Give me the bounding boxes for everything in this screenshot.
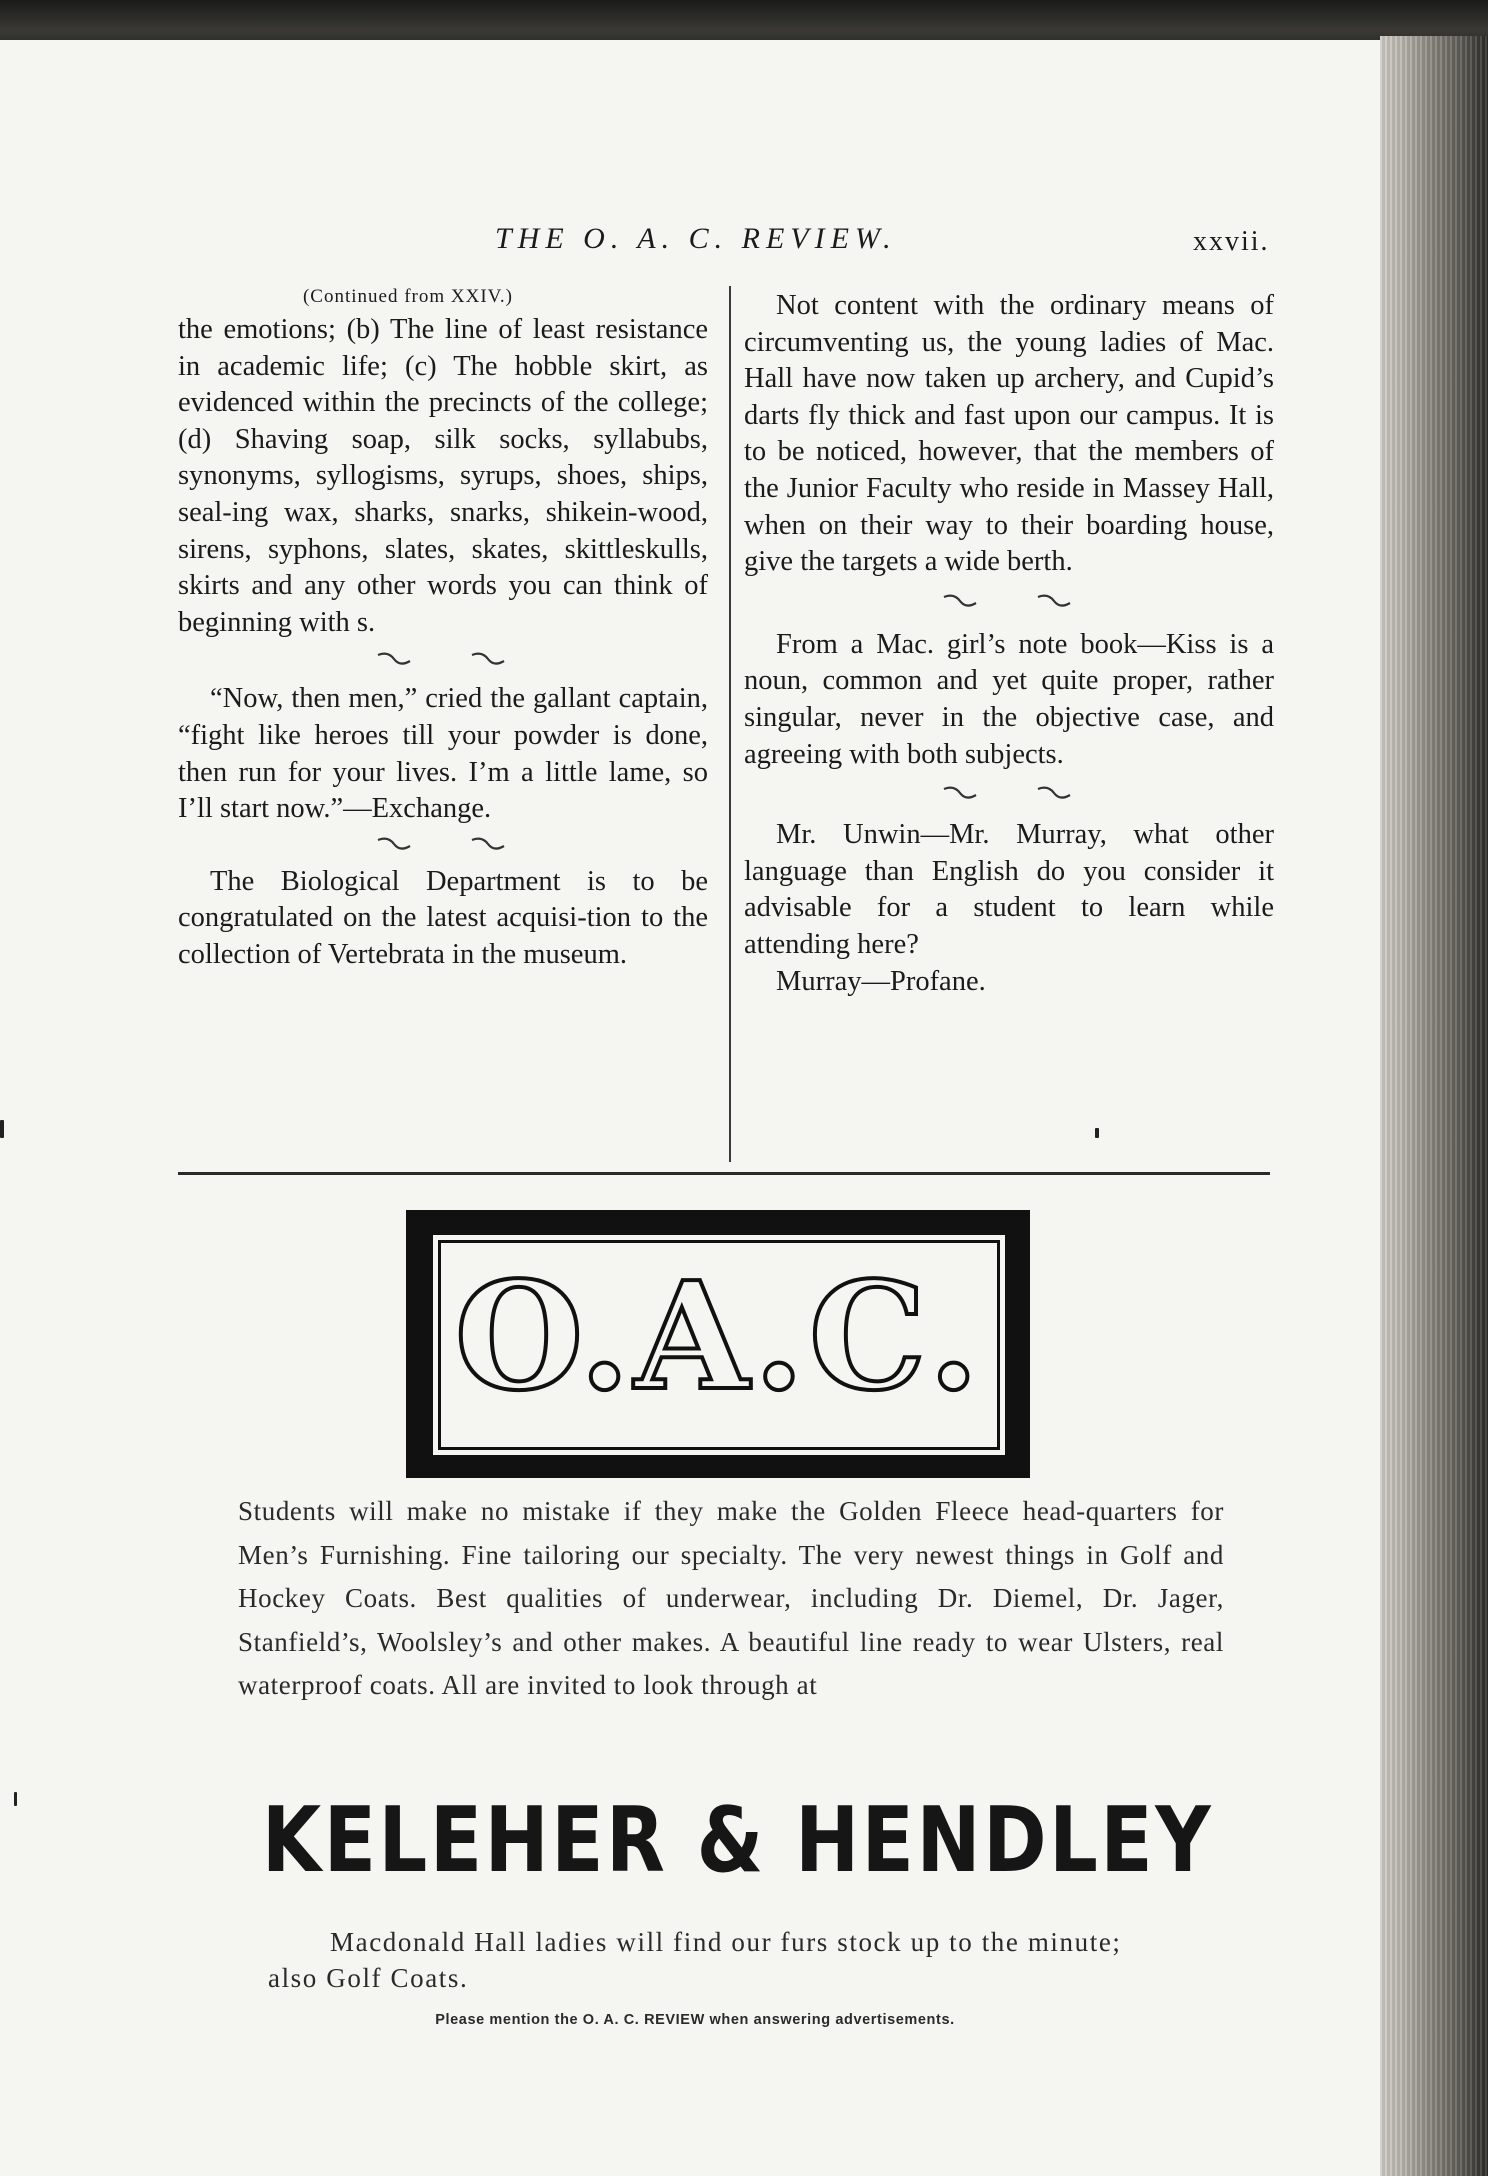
right-paragraph-4: Murray—Profane. — [776, 965, 986, 997]
oac-logo-frame — [430, 1232, 1008, 1458]
oac-logo-panel — [406, 1210, 1030, 1478]
ornament-divider — [744, 773, 1274, 817]
ink-speck — [0, 1120, 4, 1138]
continued-note: (Continued from XXIV.) — [302, 286, 514, 307]
ornament-icon — [942, 591, 978, 611]
ornament-icon — [376, 834, 412, 854]
left-paragraph-1: the emotions; (b) The line of least resistance in academic life; (c) The hobble skirt, as evidenced within the precincts of the college; (d) Shaving soap, silk socks, syllabubs, synonyms, syllogisms, syrups, shoes, ships, seal-ing wax, sharks, snarks, shikein-wood, sirens, syphons, slates, skates, skittleskulls, skirts and any other words you can think of beginning with s. — [178, 314, 708, 638]
ornament-icon — [470, 834, 506, 854]
page-number: xxvii. — [1193, 226, 1270, 257]
ornament-icon — [470, 649, 506, 669]
ornament-icon — [942, 783, 978, 803]
page-header — [0, 222, 1390, 262]
left-paragraph-2: “Now, then men,” cried the gallant captain, “fight like heroes till your powder is done, then run for your lives. I’m a little lame, so I’ll start now.”—Exchange. — [178, 683, 708, 825]
left-column — [178, 286, 708, 974]
ornament-divider — [744, 581, 1274, 627]
advertisement-copy: Students will make no mistake if they make the Golden Fleece head-quarters for Men’s Furnishing. Fine tailoring our specialty. The very newest things in Golf and Hockey Coats. Best qualities of underwear, including Dr. Diemel, Dr. Jager, Stanfield’s, Woolsley’s and other makes. A beautiful line ready to wear Ulsters, real waterproof coats. All are invited to look through at — [238, 1496, 1224, 1700]
column-divider — [729, 286, 731, 1162]
right-paragraph-1: Not content with the ordinary means of circumventing us, the young ladies of Mac. Hall have now taken up archery, and Cupid’s darts fly thick and fast upon our campus. It is to be noticed, however, that the members of the Junior Faculty who reside in Massey Hall, when on their way to their boarding house, give the targets a wide berth. — [744, 290, 1274, 578]
book-page-edge — [1380, 36, 1488, 2176]
ornament-icon — [1036, 783, 1072, 803]
right-paragraph-3: Mr. Unwin—Mr. Murray, what other language than English do you consider it advisable for a student to learn while attending here? — [744, 819, 1274, 960]
left-paragraph-3: The Biological Department is to be congratulated on the latest acquisi-tion to the collection of Vertebrata in the museum. — [178, 865, 708, 970]
section-rule — [178, 1172, 1270, 1175]
furs-notice — [268, 1924, 1260, 1996]
ornament-icon — [376, 649, 412, 669]
oac-logo-text: O.A.C. — [454, 1249, 984, 1423]
furs-line-1: Macdonald Hall ladies will find our furs stock up to the minute; — [330, 1927, 1122, 1957]
firm-name: KELEHER & HENDLEY — [261, 1788, 1214, 1893]
ornament-divider — [178, 828, 708, 864]
running-title: THE O. A. C. REVIEW. — [495, 222, 897, 255]
furs-line-2: also Golf Coats. — [268, 1963, 469, 1993]
advertising-footnote: Please mention the O. A. C. REVIEW when answering advertisements. — [435, 2012, 955, 2028]
ornament-divider — [178, 641, 708, 681]
ink-speck — [1095, 1128, 1099, 1138]
ink-speck — [14, 1792, 17, 1806]
right-column — [744, 288, 1274, 1000]
ornament-icon — [1036, 591, 1072, 611]
right-paragraph-2: From a Mac. girl’s note book—Kiss is a noun, common and yet quite proper, rather singular, never in the objective case, and agreeing with both subjects. — [744, 628, 1274, 770]
